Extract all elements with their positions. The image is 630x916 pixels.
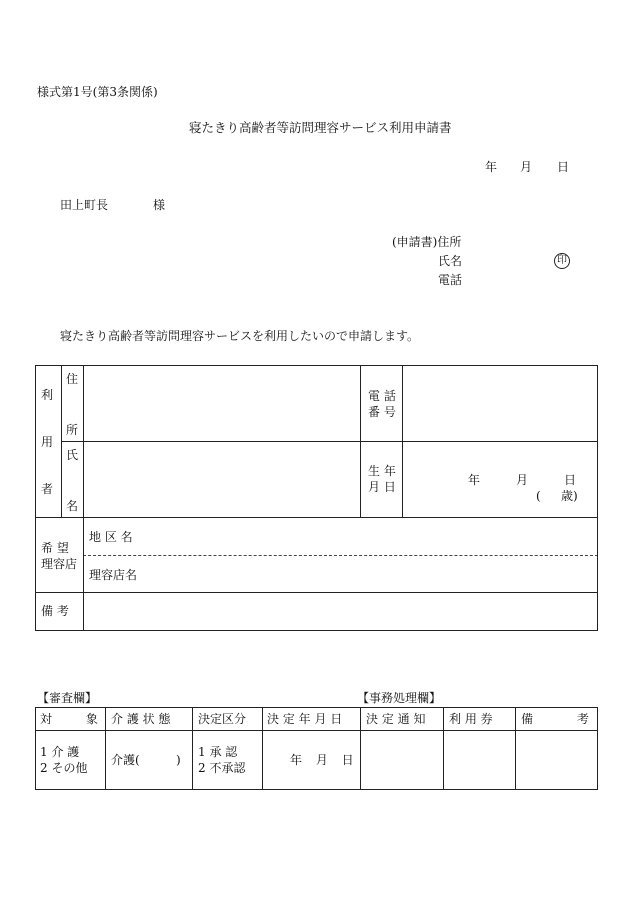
- age-label: 歳): [561, 489, 578, 503]
- applicant-address-label: (申請書)住所: [392, 235, 462, 249]
- review-header: 【審査欄】: [37, 691, 98, 705]
- applicant-name-label: 氏名: [438, 254, 463, 268]
- remarks-label: 備 考: [41, 604, 69, 618]
- user-group-label-2: 用: [41, 435, 54, 449]
- phone-label-1: 電 話: [368, 389, 396, 403]
- district-label: 地 区 名: [89, 530, 133, 544]
- target-option-1: 1 介 護: [40, 745, 80, 759]
- application-statement: 寝たきり高齢者等訪問理容サービスを利用したいので申請します。: [60, 329, 420, 343]
- date-year: 年: [485, 160, 498, 174]
- shop-name-label: 理容店名: [89, 568, 138, 582]
- user-group-label-1: 利: [41, 388, 54, 402]
- page-title: 寝たきり高齢者等訪問理容サービス利用申請書: [189, 120, 452, 135]
- name-label-2: 名: [66, 499, 79, 513]
- decision-date: 年 月 日: [290, 753, 354, 767]
- col-header-decision-type: 決定区分: [198, 712, 247, 726]
- phone-label-2: 番 号: [368, 405, 396, 419]
- age-open: (: [536, 489, 541, 503]
- birth-label-2: 月 日: [368, 480, 396, 494]
- birth-year: 年: [468, 473, 481, 487]
- address-label-2: 所: [66, 423, 79, 437]
- date-day: 日: [557, 160, 570, 174]
- care-status-close: ): [176, 753, 181, 767]
- decision-option-2: 2 不承認: [198, 761, 246, 775]
- col-header-voucher: 利 用 券: [449, 712, 493, 726]
- care-status-open: 介護(: [111, 753, 140, 767]
- user-group-label-3: 者: [41, 482, 54, 496]
- col-header-target: 対 象: [40, 712, 98, 726]
- col-header-decision-notice: 決 定 通 知: [366, 712, 426, 726]
- seal-mark: 印: [554, 253, 570, 269]
- name-label-1: 氏: [66, 448, 79, 462]
- col-header-remarks: 備 考: [521, 712, 589, 726]
- shop-label-2: 理容店: [41, 557, 78, 571]
- target-option-2: 2 その他: [40, 761, 88, 775]
- addressee-honorific: 様: [153, 198, 166, 212]
- shop-label-1: 希 望: [41, 541, 69, 555]
- applicant-phone-label: 電話: [438, 273, 463, 287]
- decision-option-1: 1 承 認: [198, 745, 238, 759]
- office-header: 【事務処理欄】: [357, 691, 442, 705]
- col-header-care-status: 介 護 状 態: [111, 712, 171, 726]
- address-label-1: 住: [66, 372, 79, 386]
- col-header-decision-date: 決 定 年 月 日: [267, 712, 343, 726]
- form-number-label: 様式第1号(第3条関係): [37, 85, 158, 99]
- date-month: 月: [520, 160, 533, 174]
- addressee-name: 田上町長: [60, 198, 109, 212]
- birth-label-1: 生 年: [368, 464, 396, 478]
- birth-day: 日: [564, 473, 577, 487]
- birth-month: 月: [516, 473, 529, 487]
